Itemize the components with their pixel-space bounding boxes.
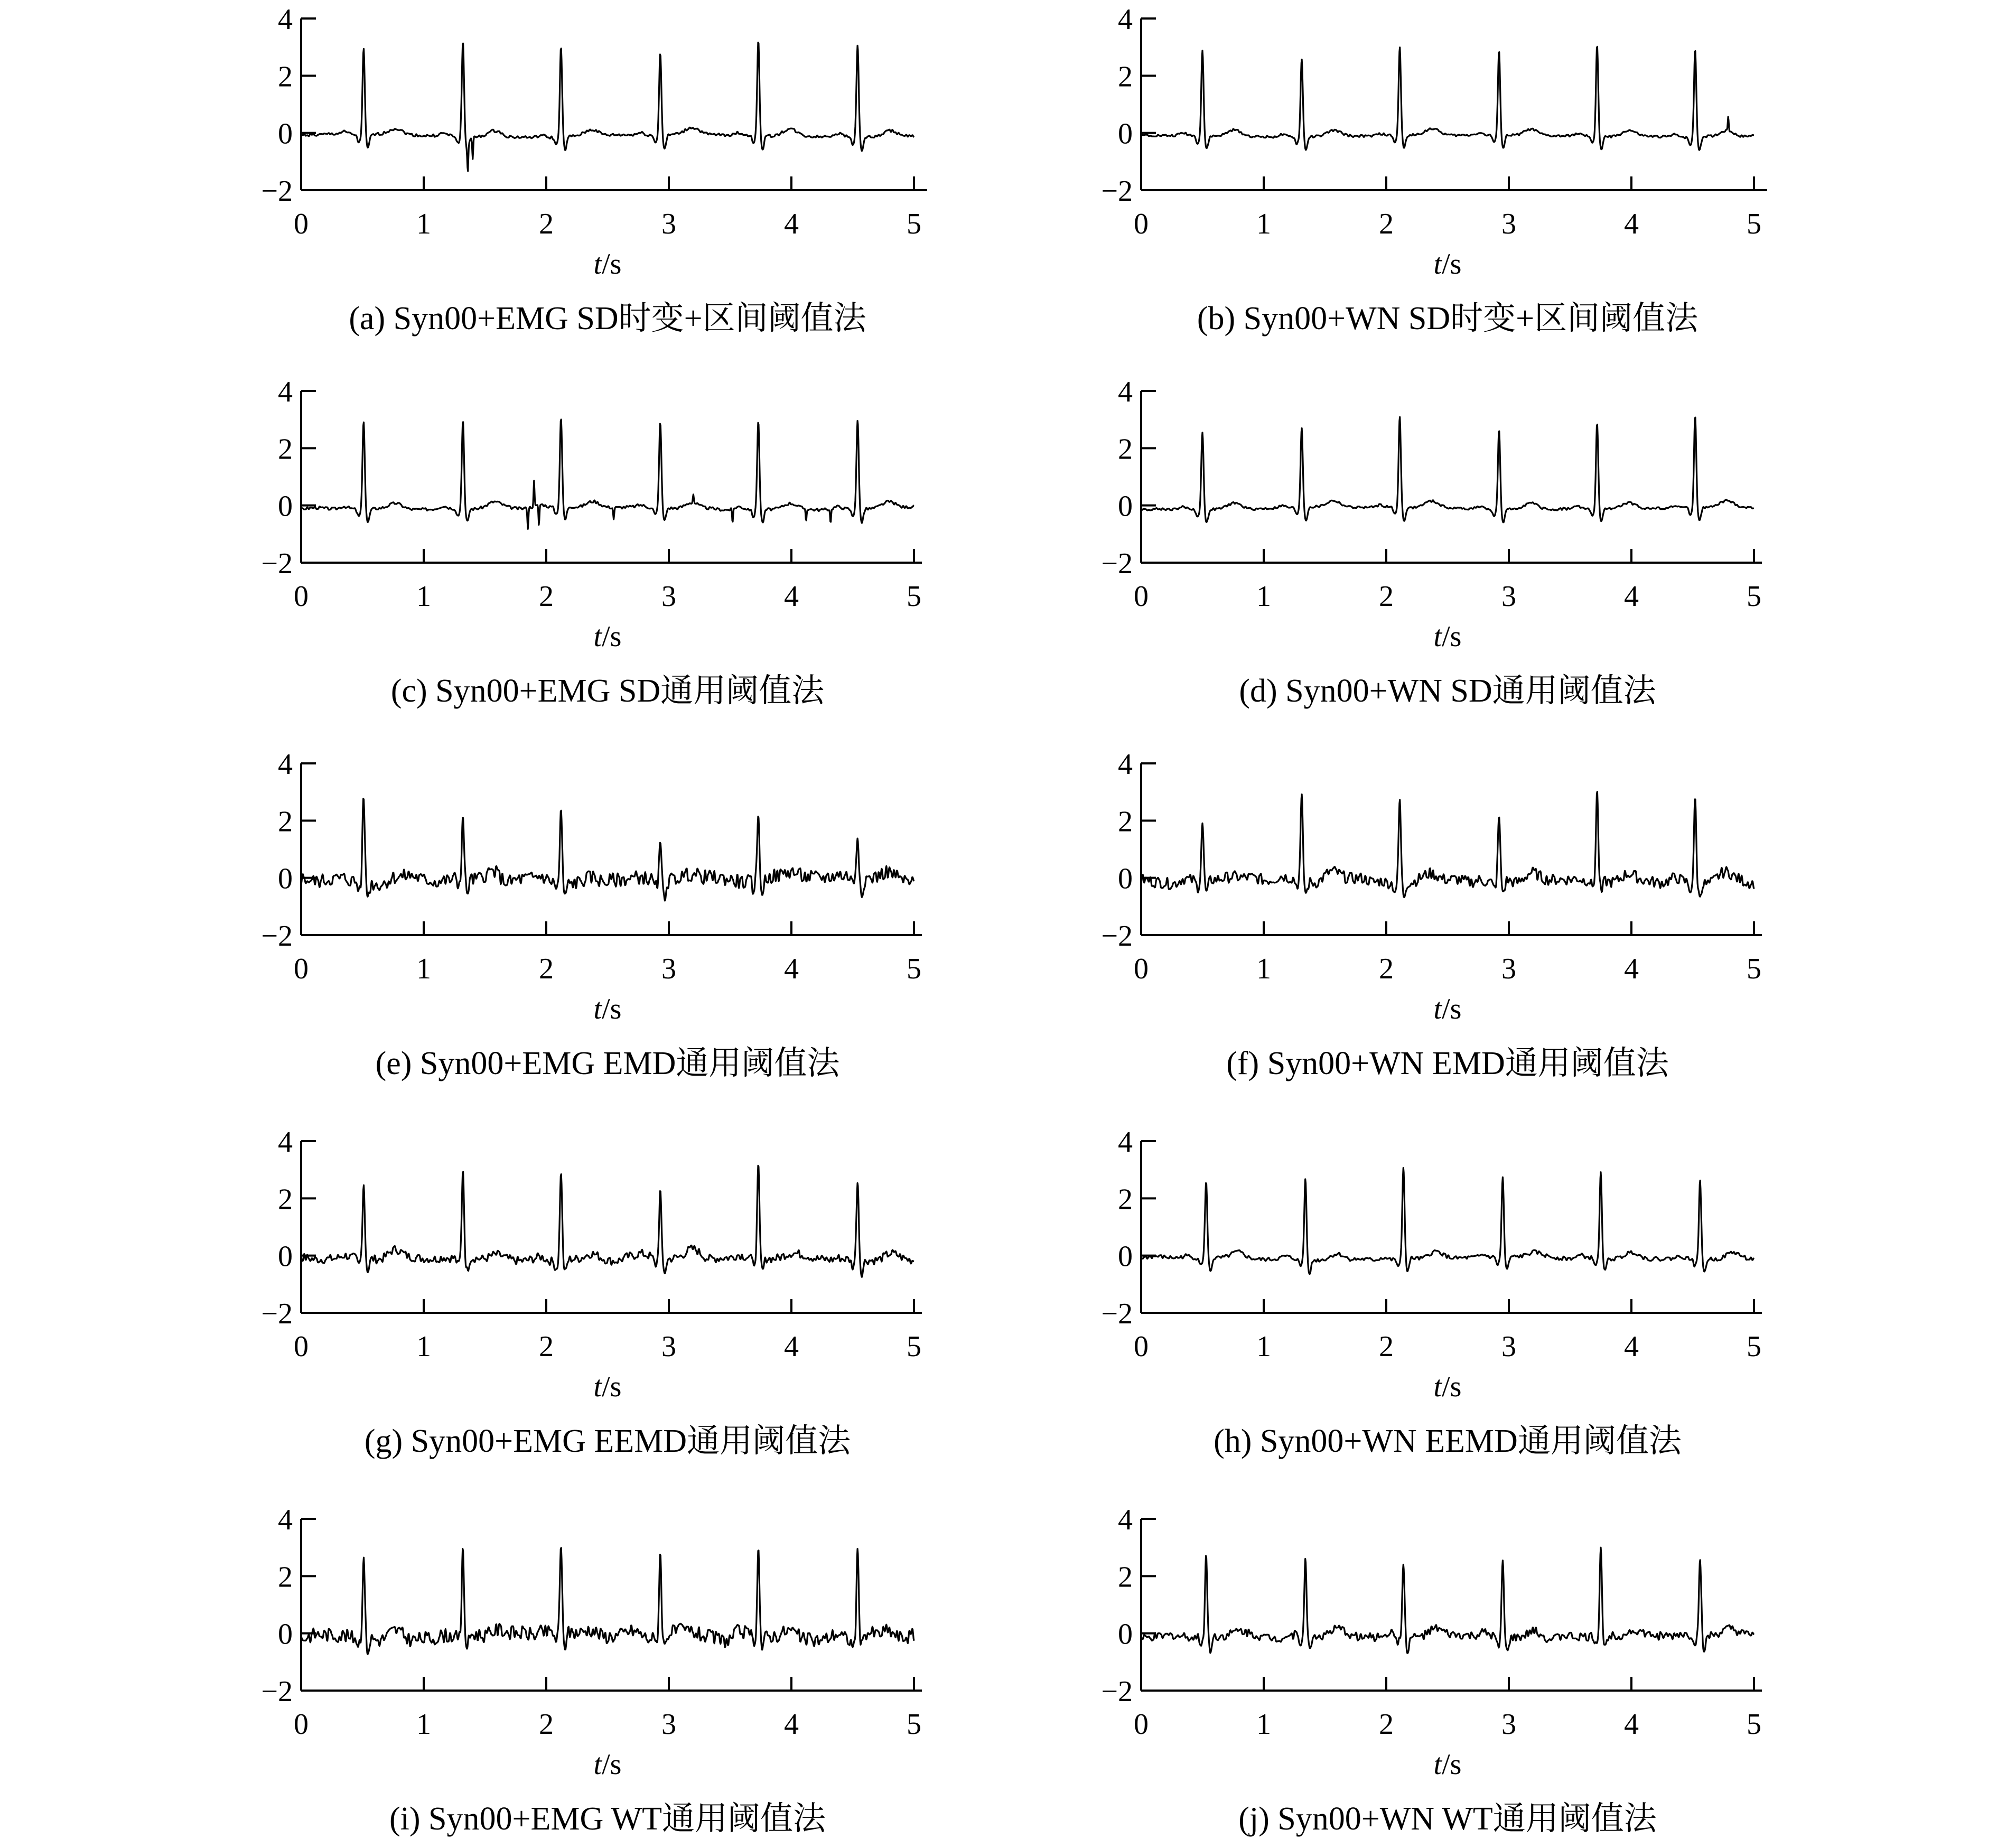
x-tick-label: 5: [907, 580, 921, 613]
x-tick-label: 2: [539, 580, 554, 613]
x-tick-label: 1: [1256, 580, 1271, 613]
x-axis-label: t/s: [593, 1748, 622, 1781]
x-tick-label: 1: [416, 1330, 431, 1363]
x-axis-label: t/s: [1433, 620, 1462, 653]
y-tick-label: 4: [278, 3, 293, 36]
y-tick-label: 0: [1118, 1618, 1133, 1651]
ecg-series-line: [1141, 417, 1754, 522]
panel-caption: (d) Syn00+WN SD通用阈值法: [1239, 673, 1656, 709]
y-tick-label: 0: [1118, 117, 1133, 151]
y-tick-label: 4: [278, 748, 293, 781]
x-tick-label: 4: [784, 1330, 799, 1363]
x-tick-label: 5: [907, 208, 921, 240]
x-tick-label: 5: [1747, 1708, 1761, 1741]
y-tick-label: −2: [1101, 1675, 1133, 1708]
x-tick-label: 0: [294, 1330, 309, 1363]
x-tick-label: 3: [1501, 1330, 1516, 1363]
x-tick-label: 2: [1379, 1330, 1394, 1363]
x-tick-label: 0: [1134, 208, 1149, 240]
x-tick-label: 3: [661, 1330, 676, 1363]
x-tick-label: 0: [1134, 1330, 1149, 1363]
x-tick-label: 2: [539, 208, 554, 240]
x-tick-label: 5: [1747, 208, 1761, 240]
x-tick-label: 1: [1256, 1330, 1271, 1363]
y-tick-label: 2: [1118, 805, 1133, 838]
x-tick-label: 4: [784, 580, 799, 613]
x-tick-label: 0: [1134, 953, 1149, 985]
x-tick-label: 3: [661, 1708, 676, 1741]
ecg-series-line: [301, 1548, 914, 1654]
x-tick-label: 2: [1379, 580, 1394, 613]
x-tick-label: 1: [416, 208, 431, 240]
ecg-series-line: [1141, 1547, 1754, 1653]
x-tick-label: 0: [1134, 580, 1149, 613]
y-tick-label: 2: [278, 433, 293, 466]
y-tick-label: −2: [261, 1675, 293, 1708]
panel-b: [1101, 3, 1767, 337]
x-tick-label: 4: [1624, 1708, 1639, 1741]
ecg-series-line: [1141, 1168, 1754, 1274]
y-tick-label: 4: [1118, 748, 1133, 781]
y-tick-label: 4: [1118, 3, 1133, 36]
panel-caption: (i) Syn00+EMG WT通用阈值法: [389, 1801, 826, 1837]
y-tick-label: 4: [1118, 1126, 1133, 1159]
x-tick-label: 1: [1256, 953, 1271, 985]
x-tick-label: 5: [907, 953, 921, 985]
y-tick-label: 2: [1118, 1183, 1133, 1216]
panel-caption: (f) Syn00+WN EMD通用阈值法: [1226, 1046, 1669, 1081]
panel-h: [1101, 1126, 1762, 1459]
ecg-series-line: [301, 799, 914, 901]
ecg-series-line: [1141, 792, 1754, 898]
x-axis-label: t/s: [593, 1370, 622, 1403]
y-tick-label: 0: [278, 862, 293, 895]
x-tick-label: 5: [1747, 580, 1761, 613]
y-tick-label: −2: [261, 1298, 293, 1330]
x-tick-label: 3: [661, 208, 676, 240]
y-tick-label: 0: [278, 1618, 293, 1651]
panel-caption: (c) Syn00+EMG SD通用阈值法: [390, 673, 825, 709]
panel-i: [261, 1504, 922, 1837]
x-tick-label: 0: [294, 580, 309, 613]
y-tick-label: 2: [1118, 60, 1133, 94]
panel-caption: (e) Syn00+EMG EMD通用阈值法: [375, 1046, 840, 1081]
x-tick-label: 4: [784, 1708, 799, 1741]
panel-caption: (j) Syn00+WN WT通用阈值法: [1238, 1801, 1657, 1837]
y-tick-label: 2: [1118, 433, 1133, 466]
y-tick-label: 4: [278, 1126, 293, 1159]
panel-caption: (g) Syn00+EMG EEMD通用阈值法: [364, 1423, 851, 1459]
x-tick-label: 4: [784, 953, 799, 985]
panel-c: [261, 376, 922, 709]
y-tick-label: −2: [1101, 920, 1133, 953]
x-tick-label: 1: [416, 953, 431, 985]
panel-g: [261, 1126, 922, 1459]
x-tick-label: 5: [1747, 1330, 1761, 1363]
panel-caption: (h) Syn00+WN EEMD通用阈值法: [1214, 1423, 1682, 1459]
x-tick-label: 5: [1747, 953, 1761, 985]
ecg-series-line: [301, 419, 914, 529]
x-tick-label: 4: [784, 208, 799, 240]
x-axis-label: t/s: [1433, 993, 1462, 1025]
y-tick-label: 4: [1118, 376, 1133, 408]
panel-f: [1101, 748, 1762, 1081]
x-tick-label: 2: [539, 1708, 554, 1741]
y-tick-label: −2: [1101, 1298, 1133, 1330]
x-axis-label: t/s: [1433, 1370, 1462, 1403]
y-tick-label: 0: [278, 490, 293, 523]
panel-d: [1101, 376, 1762, 709]
y-tick-label: 2: [1118, 1561, 1133, 1594]
x-tick-label: 0: [294, 953, 309, 985]
x-tick-label: 2: [1379, 953, 1394, 985]
x-tick-label: 0: [294, 208, 309, 240]
y-tick-label: 4: [1118, 1504, 1133, 1536]
x-tick-label: 5: [907, 1330, 921, 1363]
y-tick-label: 0: [1118, 1240, 1133, 1273]
y-tick-label: 0: [1118, 862, 1133, 895]
x-tick-label: 2: [539, 953, 554, 985]
y-tick-label: 4: [278, 1504, 293, 1536]
y-tick-label: −2: [261, 547, 293, 580]
y-tick-label: 2: [278, 60, 293, 94]
x-tick-label: 3: [1501, 1708, 1516, 1741]
y-tick-label: −2: [261, 175, 293, 208]
y-tick-label: 0: [1118, 490, 1133, 523]
x-tick-label: 1: [1256, 1708, 1271, 1741]
panel-caption: (a) Syn00+EMG SD时变+区间阈值法: [349, 301, 866, 337]
y-tick-label: −2: [1101, 547, 1133, 580]
ecg-series-line: [301, 1165, 914, 1277]
ecg-series-line: [1141, 46, 1754, 150]
x-tick-label: 2: [1379, 208, 1394, 240]
y-tick-label: 0: [278, 1240, 293, 1273]
panel-j: [1101, 1504, 1762, 1837]
x-tick-label: 1: [416, 1708, 431, 1741]
x-axis-label: t/s: [1433, 248, 1462, 281]
x-axis-label: t/s: [593, 620, 622, 653]
x-tick-label: 1: [1256, 208, 1271, 240]
x-tick-label: 2: [539, 1330, 554, 1363]
x-axis-label: t/s: [1433, 1748, 1462, 1781]
x-tick-label: 4: [1624, 1330, 1639, 1363]
x-axis-label: t/s: [593, 993, 622, 1025]
panel-e: [261, 748, 922, 1081]
y-tick-label: 2: [278, 1561, 293, 1594]
x-tick-label: 4: [1624, 580, 1639, 613]
y-tick-label: −2: [261, 920, 293, 953]
x-tick-label: 3: [1501, 953, 1516, 985]
y-tick-label: −2: [1101, 175, 1133, 208]
panel-a: [261, 3, 927, 337]
y-tick-label: 2: [278, 1183, 293, 1216]
x-tick-label: 3: [1501, 580, 1516, 613]
x-axis-label: t/s: [593, 248, 622, 281]
x-tick-label: 3: [661, 953, 676, 985]
x-tick-label: 4: [1624, 208, 1639, 240]
y-tick-label: 0: [278, 117, 293, 151]
x-tick-label: 3: [1501, 208, 1516, 240]
y-tick-label: 4: [278, 376, 293, 408]
panel-caption: (b) Syn00+WN SD时变+区间阈值法: [1197, 301, 1699, 337]
x-tick-label: 1: [416, 580, 431, 613]
y-tick-label: 2: [278, 805, 293, 838]
ecg-series-line: [301, 42, 914, 171]
x-tick-label: 5: [907, 1708, 921, 1741]
x-tick-label: 4: [1624, 953, 1639, 985]
x-tick-label: 0: [294, 1708, 309, 1741]
x-tick-label: 2: [1379, 1708, 1394, 1741]
x-tick-label: 3: [661, 580, 676, 613]
x-tick-label: 0: [1134, 1708, 1149, 1741]
